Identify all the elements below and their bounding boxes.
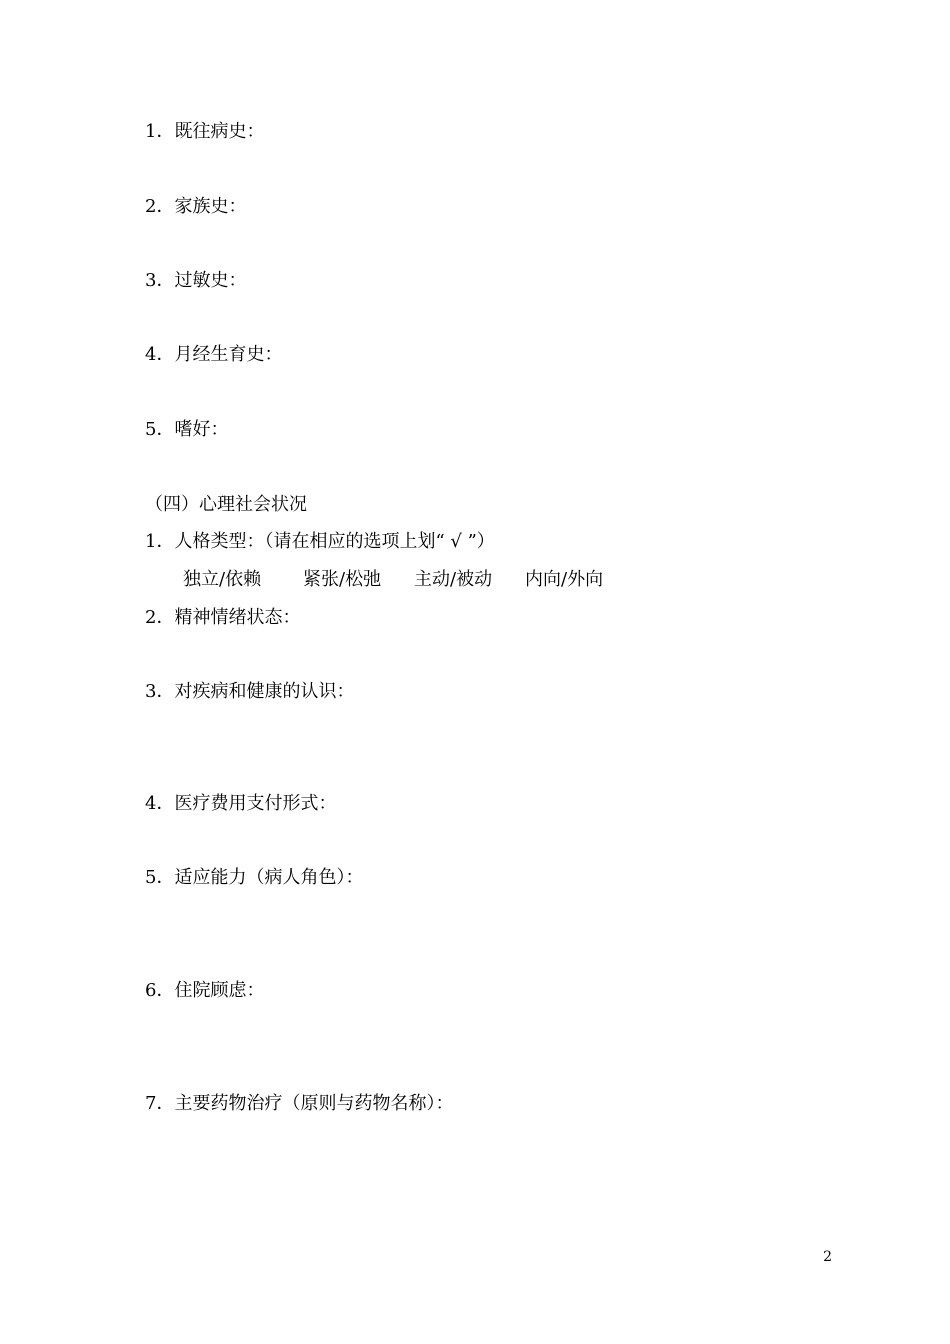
option-independent-dependent: 独立/依赖 — [183, 569, 262, 590]
personality-type-label: 1．人格类型：（请在相应的选项上划“ √ ”） — [145, 531, 495, 552]
menstrual-reproductive-history-label: 4．月经生育史： — [145, 344, 283, 365]
option-introvert-extrovert: 内向/外向 — [525, 569, 604, 590]
page-number: 2 — [823, 1249, 832, 1265]
disease-awareness-label: 3．对疾病和健康的认识： — [145, 681, 355, 702]
adaptation-ability-label: 5．适应能力（病人角色）： — [145, 867, 364, 888]
hospitalization-concerns-label: 6．住院顾虑： — [145, 980, 265, 1001]
mental-emotional-state-label: 2．精神情绪状态： — [145, 607, 301, 628]
option-active-passive: 主动/被动 — [414, 569, 493, 590]
allergy-history-label: 3．过敏史： — [145, 270, 247, 291]
past-medical-history-label: 1．既往病史： — [145, 121, 265, 142]
section-heading-psychosocial: （四）心理社会状况 — [145, 494, 307, 515]
habits-label: 5．嗜好： — [145, 419, 229, 440]
family-history-label: 2．家族史： — [145, 196, 247, 217]
main-medication-label: 7．主要药物治疗（原则与药物名称）： — [145, 1093, 454, 1114]
option-tense-relaxed: 紧张/松弛 — [303, 569, 382, 590]
payment-method-label: 4．医疗费用支付形式： — [145, 793, 337, 814]
